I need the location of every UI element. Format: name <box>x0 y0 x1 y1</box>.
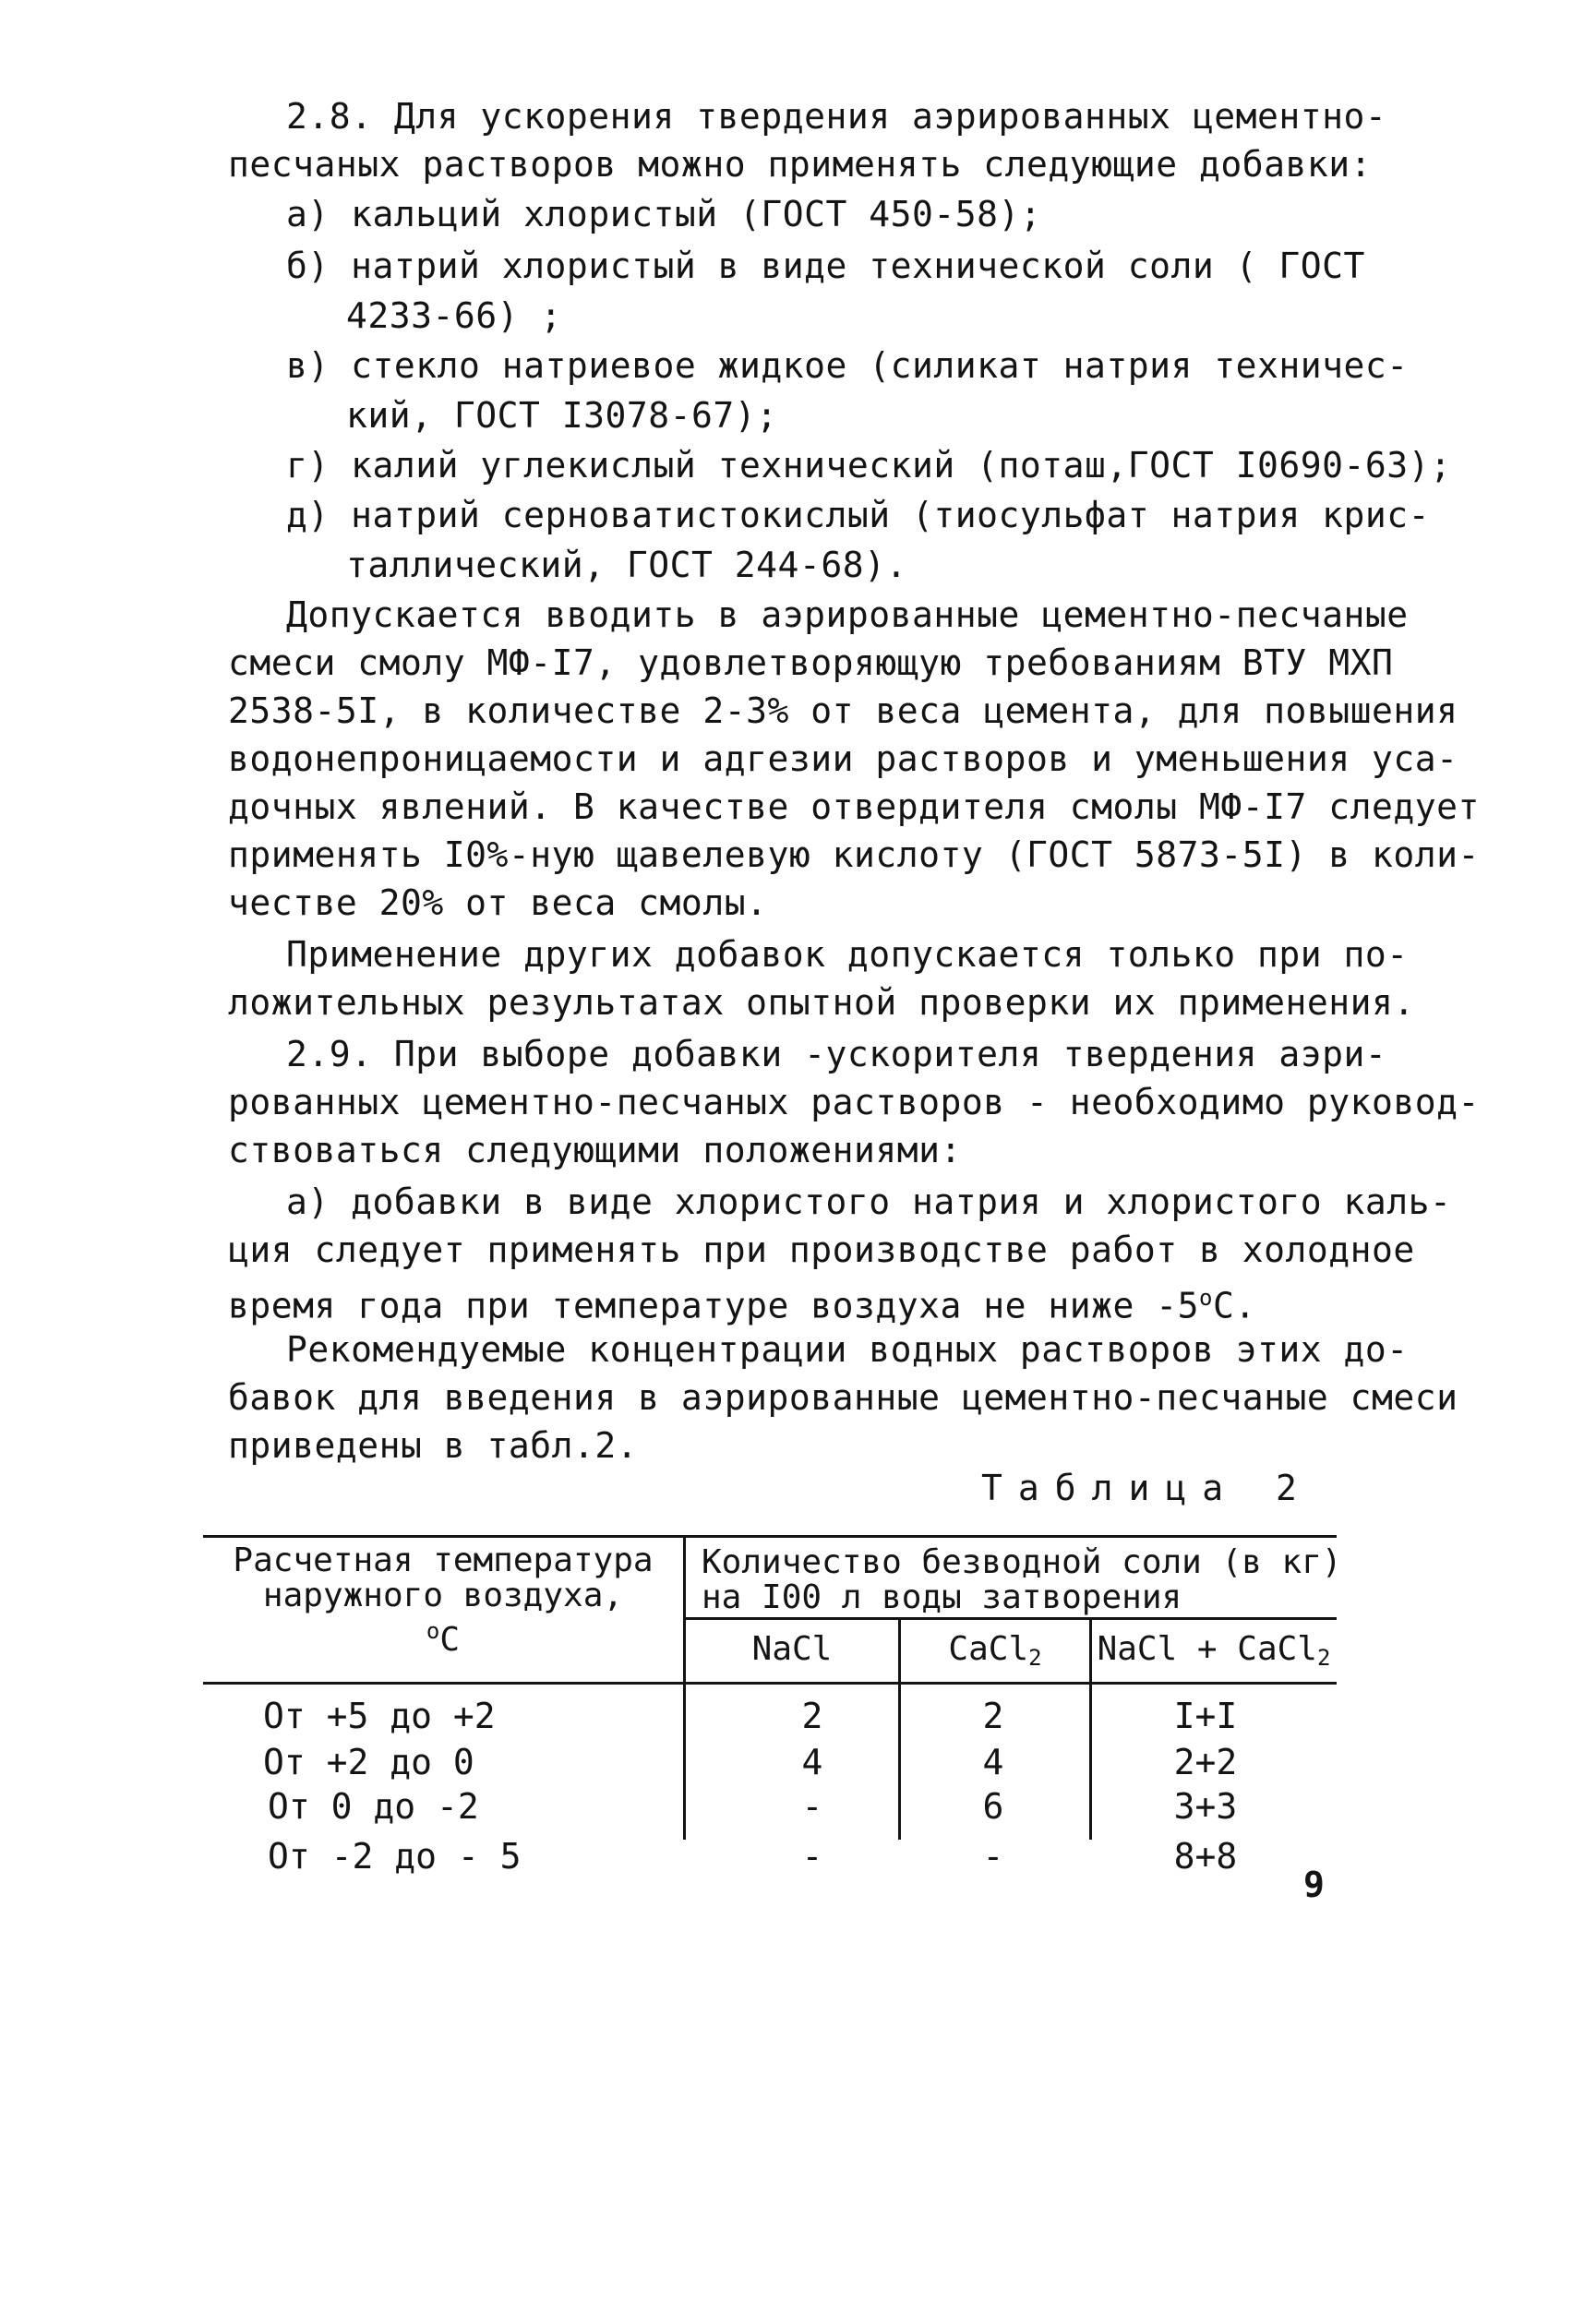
cell-nacl: - <box>801 1836 823 1877</box>
list-item-continuation: 4233-66) ; <box>346 295 562 336</box>
list-item-text: стекло натриевое жидкое (силикат натрия техничес- <box>351 345 1409 386</box>
cell-nacl: - <box>801 1786 823 1827</box>
paragraph-line: Применение других добавок допускается только при по- <box>286 934 1409 975</box>
paragraph-line: бавок для введения в аэрированные цементно-песчаные смеси <box>228 1377 1458 1418</box>
table-header-rule <box>203 1682 1337 1685</box>
cell-cacl2: 2 <box>982 1696 1004 1736</box>
paragraph-line: ложительных результатах опытной проверки их применения. <box>228 982 1415 1023</box>
paragraph-line: Допускается вводить в аэрированные цементно-песчаные <box>286 594 1409 635</box>
cell-cacl2: 6 <box>982 1786 1004 1827</box>
table-title: Таблица 2 <box>981 1468 1313 1508</box>
cell-cacl2: - <box>982 1836 1004 1877</box>
cell-mix: 3+3 <box>1173 1786 1238 1827</box>
sub-header-nacl <box>688 1632 896 1675</box>
cell-nacl: 4 <box>801 1742 823 1782</box>
header-line: наружного воздуха, <box>262 1577 624 1614</box>
paragraph-line: смеси смолу МФ-I7, удовлетворяющую требованиям ВТУ МХП <box>228 642 1394 683</box>
table-top-rule <box>203 1535 1337 1538</box>
unit-text: С <box>439 1621 461 1659</box>
row-range: От 0 до -2 <box>268 1786 479 1827</box>
list-item-continuation: таллический, ГОСТ 244-68). <box>346 545 907 585</box>
table-mid-rule <box>685 1617 1337 1620</box>
list-item <box>286 190 1041 238</box>
header-line: Количество безводной соли (в кг) <box>702 1543 1342 1581</box>
row-range: От -2 до - 5 <box>268 1836 522 1877</box>
line-text: С. <box>1212 1285 1256 1326</box>
paragraph-line: а) добавки в виде хлористого натрия и хлористого каль- <box>286 1181 1452 1222</box>
group-header-salt <box>702 1545 1342 1615</box>
paragraph-line: рованных цементно-песчаных растворов - необходимо руковод- <box>228 1082 1480 1122</box>
paragraph-line: ствоваться следующими положениями: <box>228 1130 962 1170</box>
list-item <box>286 342 1409 390</box>
table-vrule <box>683 1535 686 1840</box>
row-range: От +5 до +2 <box>263 1696 496 1736</box>
cell-mix: 8+8 <box>1173 1836 1238 1877</box>
header-line: на I00 л воды затворения <box>702 1578 1182 1616</box>
degree-sup: о <box>1199 1285 1213 1311</box>
row-range: От +2 до 0 <box>263 1742 474 1782</box>
page-number: 9 <box>1303 1865 1325 1905</box>
paragraph-line: песчаных растворов можно применять следующие добавки: <box>228 144 1373 185</box>
cell-mix: 2+2 <box>1173 1742 1238 1782</box>
list-item-text: калий углекислый технический (поташ,ГОСТ I0690-63); <box>351 445 1452 486</box>
paragraph-line: дочных явлений. В качестве отвердителя смолы МФ-I7 следует <box>228 786 1480 827</box>
paragraph-line: честве 20% от веса смолы. <box>228 882 768 923</box>
header-text: CaCl <box>948 1630 1029 1668</box>
list-item-text: натрий серноватистокислый (тиосульфат натрия крис- <box>351 495 1431 535</box>
header-line <box>212 1613 674 1658</box>
subscript: 2 <box>1028 1645 1042 1671</box>
list-marker: б) <box>286 246 330 286</box>
list-item-text: натрий хлористый в виде технической соли ( ГОСТ <box>351 246 1365 286</box>
list-marker: а) <box>286 194 330 234</box>
list-item-text: кальций хлористый (ГОСТ 450-58); <box>351 194 1042 234</box>
list-item-continuation: кий, ГОСТ I3078-67); <box>346 395 778 436</box>
list-item <box>286 491 1430 539</box>
sub-header-cacl2 <box>903 1632 1087 1675</box>
list-marker: г) <box>286 445 330 486</box>
list-marker: д) <box>286 495 330 535</box>
paragraph-line: приведены в табл.2. <box>228 1425 639 1466</box>
paragraph-line: применять I0%-ную щавелевую кислоту (ГОСТ 5873-5I) в коли- <box>228 834 1480 875</box>
list-marker: в) <box>286 345 330 386</box>
list-item <box>286 242 1365 290</box>
col-header-temperature <box>212 1543 674 1658</box>
list-item <box>286 441 1451 489</box>
line-text: время года при температуре воздуха не ниже -5 <box>228 1285 1200 1326</box>
paragraph-line: 2.8. Для ускорения твердения аэрированных цементно- <box>286 96 1387 137</box>
cell-cacl2: 4 <box>982 1742 1004 1782</box>
paragraph-line: 2.9. При выборе добавки -ускорителя твердения аэри- <box>286 1034 1387 1074</box>
paragraph-line: водонепроницаемости и адгезии растворов и уменьшения уса- <box>228 738 1458 779</box>
subscript: 2 <box>1316 1645 1331 1671</box>
table-vrule <box>1089 1617 1092 1840</box>
degree-sup: о <box>426 1618 440 1644</box>
header-line: Расчетная температура <box>233 1541 654 1579</box>
paragraph-line: ция следует применять при производстве работ в холодное <box>228 1229 1415 1270</box>
header-text: NaCl <box>751 1630 833 1668</box>
header-text: NaCl + CaCl <box>1097 1630 1317 1668</box>
sub-header-mix <box>1093 1632 1335 1675</box>
paragraph-line: 2538-5I, в количестве 2-3% от веса цемента, для повышения <box>228 690 1458 731</box>
cell-mix: I+I <box>1173 1696 1238 1736</box>
paragraph-line: Рекомендуемые концентрации водных растворов этих до- <box>286 1329 1409 1370</box>
paragraph-line <box>228 1274 1256 1330</box>
cell-nacl: 2 <box>801 1696 823 1736</box>
